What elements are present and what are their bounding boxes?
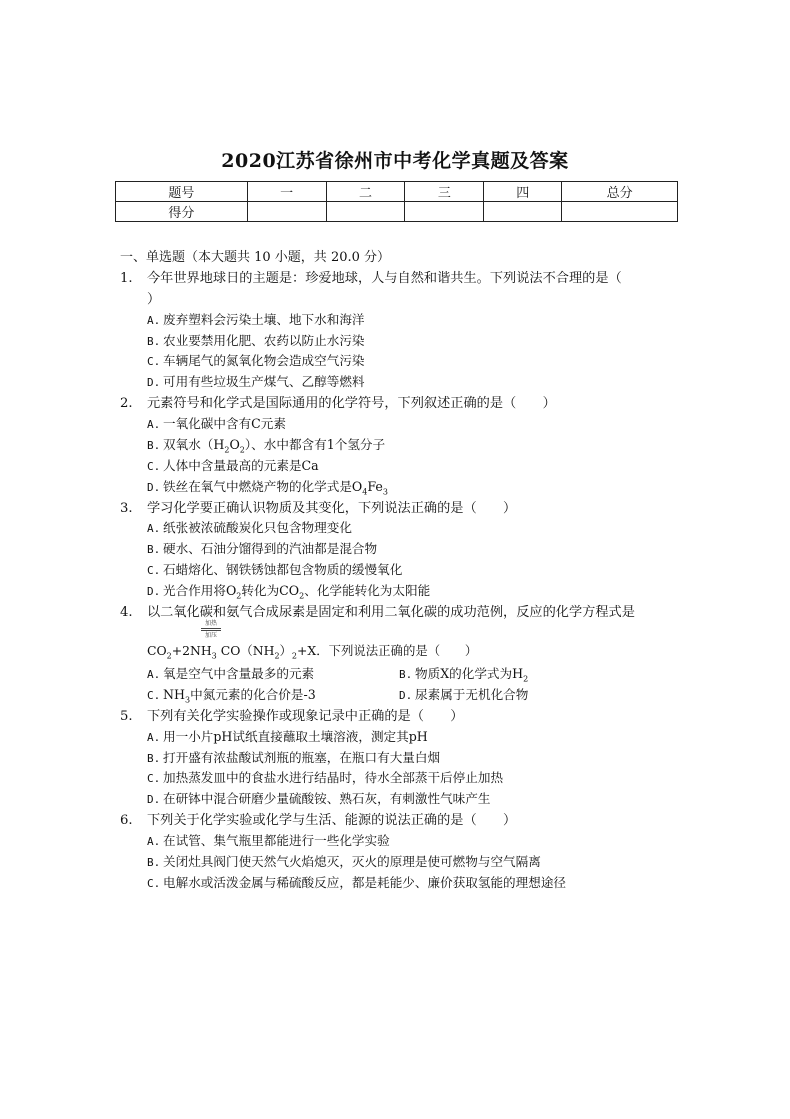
option-letter: B.	[147, 335, 161, 348]
option-letter: C.	[147, 772, 161, 785]
option-c	[147, 350, 365, 369]
option-text: 人体中含量最高的元素是Ca	[163, 458, 319, 473]
option-text: ）、水中都含有1个氢分子	[244, 437, 386, 452]
option-text: 尿素属于无机化合物	[415, 687, 529, 702]
question-4	[120, 601, 635, 620]
option-text: 在研钵中混合研磨少量硫酸铵、熟石灰，有刺激性气味产生	[163, 791, 491, 806]
score-row-label: 得分	[116, 202, 248, 222]
option-text: 光合作用将O	[163, 583, 237, 598]
option-letter: D.	[147, 376, 161, 389]
option-b	[147, 851, 541, 870]
option-letter: B.	[147, 752, 161, 765]
option-letter: D.	[147, 793, 161, 806]
option-text: 废弃塑料会污染土壤、地下水和海洋	[163, 312, 365, 327]
question-stem: 下列有关化学实验操作或现象记录中正确的是（ ）	[147, 709, 464, 724]
option-text: 车辆尾气的氮氧化物会造成空气污染	[163, 353, 365, 368]
option-text: 农业要禁用化肥、农药以防止水污染	[163, 333, 365, 348]
subscript: 3	[382, 487, 388, 497]
option-text: 用一小片pH试纸直接蘸取土壤溶液，测定其pH	[163, 729, 428, 744]
option-a	[147, 309, 365, 328]
question-stem: 元素符号和化学式是国际通用的化学符号，下列叙述正确的是（ ）	[147, 396, 556, 411]
equation-part: CO	[147, 643, 167, 658]
option-b	[147, 434, 385, 455]
score-header-cell: 三	[405, 182, 484, 202]
option-text: O	[229, 437, 240, 452]
option-b	[147, 538, 377, 557]
option-letter: B.	[147, 543, 161, 556]
option-letter: A.	[147, 314, 161, 327]
score-table	[115, 181, 678, 222]
score-cell	[326, 202, 405, 222]
score-cell	[405, 202, 484, 222]
score-cell	[484, 202, 562, 222]
option-d	[147, 580, 430, 601]
reaction-condition-bottom: 加压	[204, 632, 217, 639]
option-text: 可用有些垃圾生产煤气、乙醇等燃料	[163, 374, 365, 389]
option-c	[147, 767, 503, 786]
option-b	[399, 663, 528, 684]
option-text: 石蜡熔化、钢铁锈蚀都包含物质的缓慢氧化	[163, 562, 403, 577]
equation-part: +2NH	[171, 643, 212, 658]
question-number: 1.	[120, 271, 133, 286]
question-2	[120, 392, 556, 411]
subscript: 2	[274, 651, 280, 661]
score-header-cell: 一	[247, 182, 326, 202]
option-a	[147, 517, 352, 536]
equals-sign	[201, 628, 221, 629]
option-d	[147, 788, 490, 807]
score-table-header-row	[116, 182, 678, 202]
score-header-cell: 二	[326, 182, 405, 202]
option-letter: B.	[147, 439, 161, 452]
option-text: 打开盛有浓盐酸试剂瓶的瓶塞，在瓶口有大量白烟	[163, 750, 441, 765]
score-cell	[562, 202, 678, 222]
option-text: 铁丝在氧气中燃烧产物的化学式是O	[163, 479, 363, 494]
option-letter: A.	[147, 835, 161, 848]
option-a	[147, 726, 428, 745]
option-c	[147, 684, 316, 705]
option-text: 纸张被浓硫酸炭化只包含物理变化	[163, 520, 352, 535]
question-stem-continued: ）	[147, 292, 161, 307]
option-letter: C.	[147, 877, 161, 890]
option-letter: A.	[147, 668, 161, 681]
question-3	[120, 497, 516, 516]
subscript: 2	[299, 591, 305, 601]
question-stem: 学习化学要正确认识物质及其变化，下列说法正确的是（ ）	[147, 501, 517, 516]
chemical-equation	[147, 641, 477, 660]
subscript: 4	[362, 487, 368, 497]
equation-part: CO（NH	[220, 643, 275, 658]
option-text: 电解水或活泼金属与稀硫酸反应，都是耗能少、廉价获取氢能的理想途径	[163, 875, 566, 890]
question-number: 3.	[120, 501, 133, 516]
option-text: 关闭灶具阀门使天然气火焰熄灭，灭火的原理是使可燃物与空气隔离	[163, 854, 541, 869]
question-stem: 今年世界地球日的主题是：珍爱地球，人与自然和谐共生。下列说法不合理的是（	[147, 271, 622, 286]
option-letter: D.	[399, 689, 413, 702]
option-letter: D.	[147, 585, 161, 598]
option-letter: B.	[399, 668, 413, 681]
question-number: 6.	[120, 813, 133, 828]
option-text: 物质X的化学式为H	[415, 666, 524, 681]
option-letter: A.	[147, 418, 161, 431]
score-table-row	[116, 202, 678, 222]
subscript: 3	[211, 651, 217, 661]
option-letter: B.	[147, 856, 161, 869]
reaction-condition-top: 加热	[204, 620, 217, 627]
option-text: NH	[163, 687, 186, 702]
option-letter: A.	[147, 522, 161, 535]
option-letter: A.	[147, 731, 161, 744]
option-a	[147, 663, 314, 682]
question-6	[120, 809, 516, 828]
option-c	[147, 559, 402, 578]
equals-sign	[201, 630, 221, 631]
option-b	[147, 747, 440, 766]
score-header-cell: 四	[484, 182, 562, 202]
reaction-condition-mark	[201, 620, 221, 642]
subscript: 2	[224, 445, 230, 455]
option-letter: C.	[147, 355, 161, 368]
question-1	[120, 267, 622, 286]
score-cell	[247, 202, 326, 222]
option-a	[147, 413, 286, 432]
subscript: 2	[239, 445, 245, 455]
subscript: 2	[523, 674, 529, 684]
option-text: 中氮元素的化合价是-3	[190, 687, 316, 702]
option-text: 硬水、石油分馏得到的汽油都是混合物	[163, 541, 378, 556]
option-letter: D.	[147, 481, 161, 494]
option-letter: C.	[147, 460, 161, 473]
equation-part: +X．下列说法正确的是（ ）	[297, 643, 478, 658]
subscript: 2	[166, 651, 172, 661]
option-text: Fe	[367, 479, 383, 494]
subscript: 2	[291, 651, 298, 661]
option-text: 转化为CO	[241, 583, 300, 598]
section-heading: 一、单选题（本大题共 10 小题，共 20.0 分）	[120, 250, 391, 265]
equation-part: ）	[279, 643, 292, 658]
subscript: 3	[185, 695, 191, 705]
score-header-cell: 题号	[116, 182, 248, 202]
option-c	[147, 872, 566, 891]
question-stem: 下列关于化学实验或化学与生活、能源的说法正确的是（ ）	[147, 813, 517, 828]
question-number: 4.	[120, 605, 133, 620]
subscript: 2	[236, 591, 242, 601]
question-5	[120, 705, 464, 724]
option-text: 、化学能转化为太阳能	[304, 583, 431, 598]
option-d	[147, 371, 365, 390]
question-number: 2.	[120, 396, 133, 411]
option-letter: C.	[147, 689, 161, 702]
option-text: 双氧水（H	[163, 437, 225, 452]
option-letter: C.	[147, 564, 161, 577]
option-text: 在试管、集气瓶里都能进行一些化学实验	[163, 833, 390, 848]
option-c	[147, 455, 319, 474]
option-b	[147, 330, 365, 349]
option-d	[147, 476, 388, 497]
option-text: 加热蒸发皿中的食盐水进行结晶时，待水全部蒸干后停止加热	[163, 770, 504, 785]
score-header-cell: 总分	[562, 182, 678, 202]
option-d	[399, 684, 528, 703]
option-text: 氧是空气中含量最多的元素	[163, 666, 315, 681]
question-stem: 以二氧化碳和氨气合成尿素是固定和利用二氧化碳的成功范例，反应的化学方程式是	[147, 605, 635, 620]
option-text: 一氧化碳中含有C元素	[163, 416, 286, 431]
question-number: 5.	[120, 709, 133, 724]
page-title: 2020江苏省徐州市中考化学真题及答案	[221, 150, 569, 172]
option-a	[147, 830, 390, 849]
